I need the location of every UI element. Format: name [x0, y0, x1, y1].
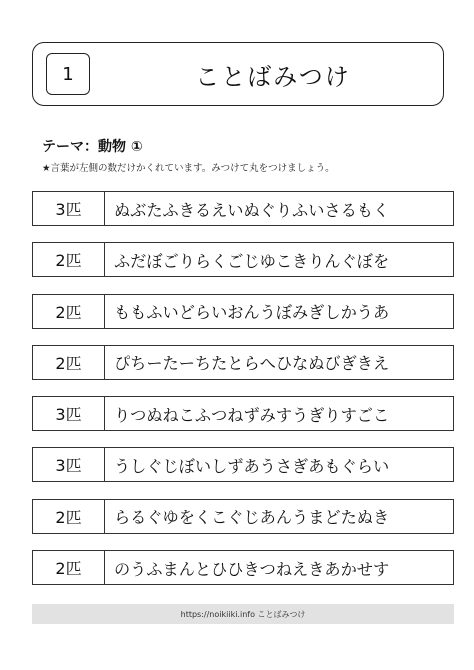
row-count: 3匹 — [33, 448, 105, 481]
row-letters: ぴちーたーちたとらへひなぬびぎきえ — [114, 354, 390, 374]
row-letters: うしぐじぼいしずあうさぎあもぐらい — [114, 456, 390, 476]
row-count: 2匹 — [33, 295, 105, 328]
puzzle-row — [32, 499, 454, 534]
row-letters: ふだぼごりらくごじゆこきりんぐぼを — [114, 251, 390, 271]
row-letters: ぬぶたふきるえいぬぐりふいさるもく — [114, 200, 390, 220]
row-letters: らるぐゆをくこぐじあんうまどたぬき — [114, 508, 390, 528]
puzzle-row — [32, 191, 454, 226]
row-count: 2匹 — [33, 500, 105, 533]
puzzle-rows — [32, 191, 454, 601]
puzzle-row — [32, 345, 454, 380]
row-count: 3匹 — [33, 397, 105, 430]
worksheet-number: 1 — [46, 53, 90, 95]
row-letters: ももふいどらいおんうぼみぎしかうあ — [114, 303, 390, 323]
row-count: 2匹 — [33, 551, 105, 584]
puzzle-row — [32, 396, 454, 431]
puzzle-row — [32, 242, 454, 277]
puzzle-row — [32, 550, 454, 585]
theme-heading: テーマ：動物 ① — [42, 139, 143, 155]
row-letters: のうふまんとひひきつねえきあかせす — [114, 559, 390, 579]
puzzle-row — [32, 447, 454, 482]
worksheet-title: ことばみつけ — [195, 62, 351, 91]
row-count: 2匹 — [33, 243, 105, 276]
row-letters: りつぬねこふつねずみすうぎりすごこ — [114, 405, 390, 425]
row-count: 2匹 — [33, 346, 105, 379]
title-box — [32, 42, 444, 106]
footer-source: https://noikiiki.info ことばみつけ — [32, 604, 454, 624]
row-count: 3匹 — [33, 192, 105, 225]
instruction-text: ★言葉が左側の数だけかくれています。みつけて丸をつけましょう。 — [42, 163, 335, 174]
puzzle-row — [32, 294, 454, 329]
